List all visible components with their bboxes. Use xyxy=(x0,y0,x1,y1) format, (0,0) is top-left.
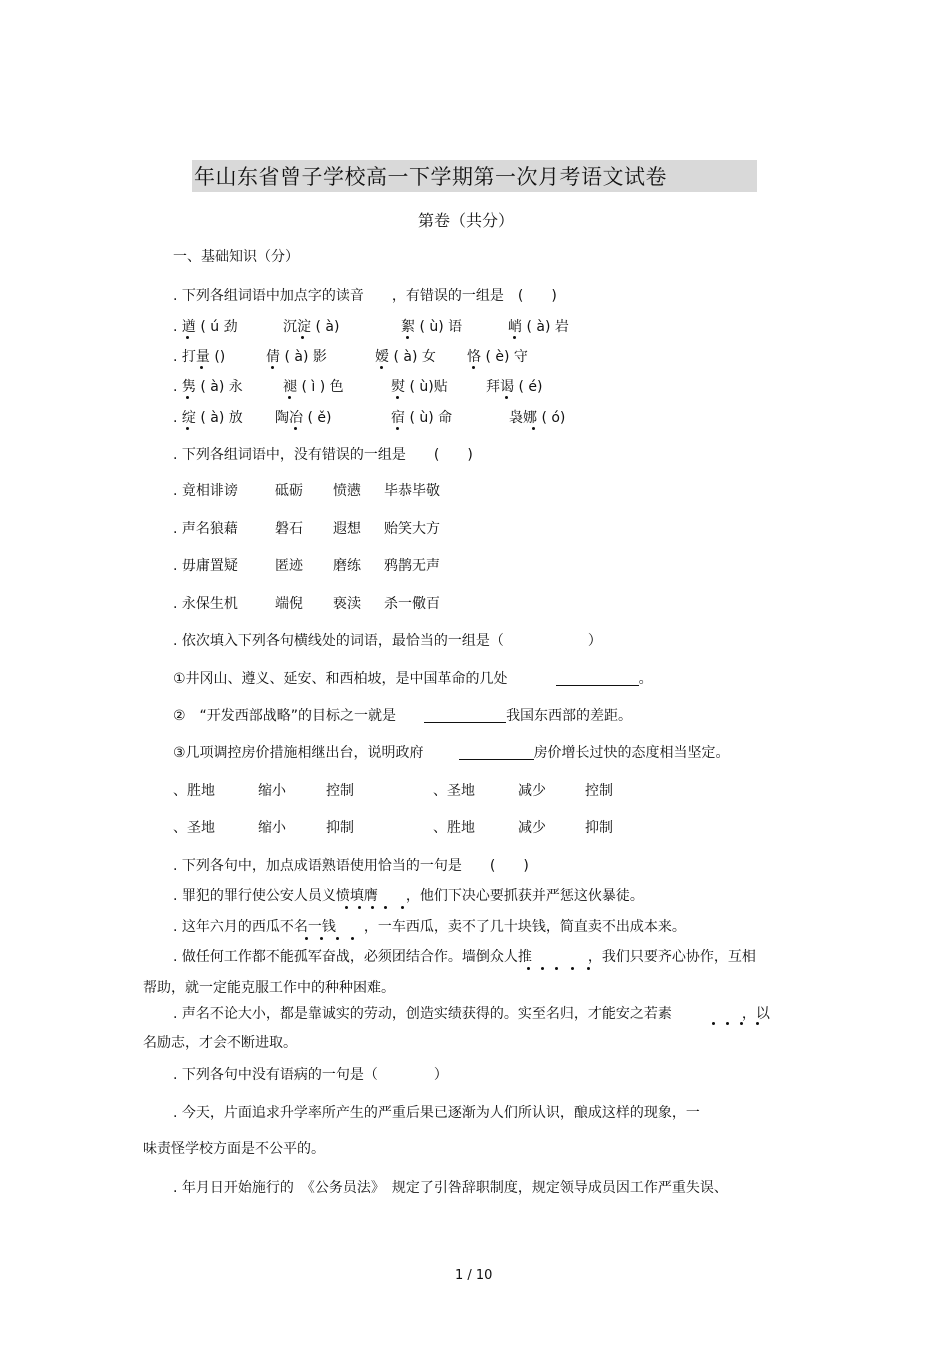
q3-sentence-1-text: ①井冈山、遵义、延安、和西柏坡，是中国革命的几处 xyxy=(173,671,508,687)
q1-row-d-4: 袅娜 ( ó) xyxy=(509,410,566,426)
q1-row-c-1: . 隽 ( à) 永 xyxy=(173,379,243,395)
emphasis-dot xyxy=(541,967,544,970)
emphasis-dot xyxy=(288,396,291,399)
emphasis-dot xyxy=(305,937,308,940)
emphasis-dot xyxy=(396,427,399,430)
q3-opt2-4: 、胜地 xyxy=(433,820,475,836)
q1-row-a-4: 峭 ( à) 岩 xyxy=(508,319,569,335)
q3-opt1-5: 减少 xyxy=(518,783,546,799)
q3-opt2-2: 缩小 xyxy=(258,820,286,836)
q2-row-b-1: . 声名狼藉 xyxy=(173,521,238,537)
emphasis-dot xyxy=(358,906,361,909)
emphasis-dot xyxy=(271,366,274,369)
q3-sentence-2-end: 我国东西部的差距。 xyxy=(506,708,633,724)
q3-sentence-1 xyxy=(173,670,653,688)
q2-row-d-2: 端倪 xyxy=(275,596,303,612)
q4-option-d-line2: 名励志，才会不断进取。 xyxy=(143,1035,297,1051)
q2-row-c-4: 鸦鹊无声 xyxy=(384,558,440,574)
q2-row-c-2: 匿迹 xyxy=(275,558,303,574)
page-number: 1 / 10 xyxy=(455,1268,493,1283)
q2-row-c-3: 磨练 xyxy=(333,558,361,574)
emphasis-dot xyxy=(532,427,535,430)
q2-row-d-3: 亵渎 xyxy=(333,596,361,612)
emphasis-dot xyxy=(587,967,590,970)
q1-row-d-2: 陶冶 ( ě) xyxy=(275,410,332,426)
emphasis-dot xyxy=(384,906,387,909)
q1-row-b-1: . 打量 () xyxy=(173,349,226,365)
fill-blank[interactable] xyxy=(556,671,639,686)
q2-row-b-3: 遐想 xyxy=(333,521,361,537)
q5-option-b-line1: . 年月日开始施行的 《公务员法》 规定了引咎辞职制度，规定领导成员因工作严重失误、 xyxy=(173,1180,728,1196)
q3-opt1-4: 、圣地 xyxy=(433,783,475,799)
emphasis-dot xyxy=(351,937,354,940)
q1-row-c-2: 褪 ( ì ) 色 xyxy=(283,379,344,395)
q3-sentence-3 xyxy=(173,744,730,762)
emphasis-dot xyxy=(336,937,339,940)
emphasis-dot xyxy=(396,396,399,399)
emphasis-dot xyxy=(200,366,203,369)
q2-row-b-4: 贻笑大方 xyxy=(384,521,440,537)
q2-row-d-1: . 永保生机 xyxy=(173,596,238,612)
q1-row-b-2: 倩 ( à) 影 xyxy=(266,349,327,365)
emphasis-dot xyxy=(555,967,558,970)
q1-row-a-3: 絮 ( ù) 语 xyxy=(401,319,463,335)
emphasis-dot xyxy=(301,336,304,339)
q3-opt1-3: 控制 xyxy=(326,783,354,799)
fill-blank[interactable] xyxy=(424,708,506,723)
q3-opt2-1: 、圣地 xyxy=(173,820,215,836)
q5-option-a-line1: . 今天，片面追求升学率所产生的严重后果已逐渐为人们所认识，酿成这样的现象，一 xyxy=(173,1105,700,1121)
emphasis-dot xyxy=(186,336,189,339)
q4-option-c-line1: . 做任何工作都不能孤军奋战，必须团结合作。墙倒众人推 ，我们只要齐心协作，互相 xyxy=(173,949,756,965)
fill-blank[interactable] xyxy=(459,745,534,760)
q3-opt2-6: 抑制 xyxy=(585,820,613,836)
q4-stem: . 下列各句中，加点成语熟语使用恰当的一句是 ( ) xyxy=(173,858,529,874)
emphasis-dot xyxy=(505,396,508,399)
q1-row-a-1: . 遒 ( ú 劲 xyxy=(173,319,238,335)
section-heading: 一、基础知识（分） xyxy=(173,249,299,265)
emphasis-dot xyxy=(380,366,383,369)
exam-title: 年山东省曾子学校高一下学期第一次月考语文试卷 xyxy=(194,165,667,189)
emphasis-dot xyxy=(371,906,374,909)
emphasis-dot xyxy=(513,336,516,339)
q3-opt2-5: 减少 xyxy=(518,820,546,836)
q4-option-c-line2: 帮助，就一定能克服工作中的种种困难。 xyxy=(143,980,395,996)
emphasis-dot xyxy=(406,336,409,339)
q3-opt2-3: 抑制 xyxy=(326,820,354,836)
q2-row-a-2: 砥砺 xyxy=(275,483,303,499)
emphasis-dot xyxy=(320,937,323,940)
q5-stem: . 下列各句中没有语病的一句是（ ） xyxy=(173,1067,448,1083)
q3-sentence-1-end: 。 xyxy=(638,671,653,687)
q4-option-d-line1: . 声名不论大小，都是靠诚实的劳动，创造实绩获得的。实至名归，才能安之若素 ，以 xyxy=(173,1006,770,1022)
q1-row-c-3: 熨 ( ù)贴 xyxy=(391,379,448,395)
emphasis-dot xyxy=(527,967,530,970)
q3-sentence-3-text: ③几项调控房价措施相继出台，说明政府 xyxy=(173,745,424,761)
exam-subtitle: 第卷（共分） xyxy=(418,211,515,230)
q1-row-d-3: 宿 ( ù) 命 xyxy=(391,410,453,426)
q3-sentence-3-end: 房价增长过快的态度相当坚定。 xyxy=(533,745,730,761)
q4-option-a: . 罪犯的罪行使公安人员义愤填膺 ，他们下决心要抓获并严惩这伙暴徒。 xyxy=(173,888,644,904)
q2-row-a-3: 愤懑 xyxy=(333,483,361,499)
emphasis-dot xyxy=(740,1022,743,1025)
q3-opt1-6: 控制 xyxy=(585,783,613,799)
q1-stem: . 下列各组词语中加点字的读音 ，有错误的一组是 ( ) xyxy=(173,288,557,304)
q1-row-b-3: 嫒 ( à) 女 xyxy=(375,349,436,365)
q4-option-b: . 这年六月的西瓜不名一钱 ，一车西瓜，卖不了几十块钱，简直卖不出成本来。 xyxy=(173,919,686,935)
q3-opt1-1: 、胜地 xyxy=(173,783,215,799)
q1-row-a-2: 沉淀 ( à) xyxy=(283,319,340,335)
emphasis-dot xyxy=(571,967,574,970)
q3-sentence-2 xyxy=(173,707,632,725)
emphasis-dot xyxy=(726,1022,729,1025)
q1-row-b-4: 恪 ( è) 守 xyxy=(467,349,528,365)
emphasis-dot xyxy=(472,366,475,369)
emphasis-dot xyxy=(401,906,404,909)
emphasis-dot xyxy=(712,1022,715,1025)
emphasis-dot xyxy=(294,427,297,430)
emphasis-dot xyxy=(756,1022,759,1025)
emphasis-dot xyxy=(186,427,189,430)
emphasis-dot xyxy=(345,906,348,909)
q1-row-c-4: 拜谒 ( é) xyxy=(486,379,543,395)
emphasis-dot xyxy=(186,396,189,399)
q3-stem: . 依次填入下列各句横线处的词语，最恰当的一组是（ ） xyxy=(173,633,602,649)
q3-opt1-2: 缩小 xyxy=(258,783,286,799)
q2-stem: . 下列各组词语中，没有错误的一组是 ( ) xyxy=(173,447,473,463)
q2-row-d-4: 杀一儆百 xyxy=(384,596,440,612)
q1-row-d-1: . 绽 ( à) 放 xyxy=(173,410,243,426)
q2-row-a-4: 毕恭毕敬 xyxy=(384,483,440,499)
q2-row-a-1: . 竟相诽谤 xyxy=(173,483,238,499)
q5-option-a-line2: 味责怪学校方面是不公平的。 xyxy=(143,1141,325,1157)
q2-row-c-1: . 毋庸置疑 xyxy=(173,558,238,574)
q2-row-b-2: 磐石 xyxy=(275,521,303,537)
q3-sentence-2-text: ② “开发西部战略”的目标之一就是 xyxy=(173,708,397,724)
